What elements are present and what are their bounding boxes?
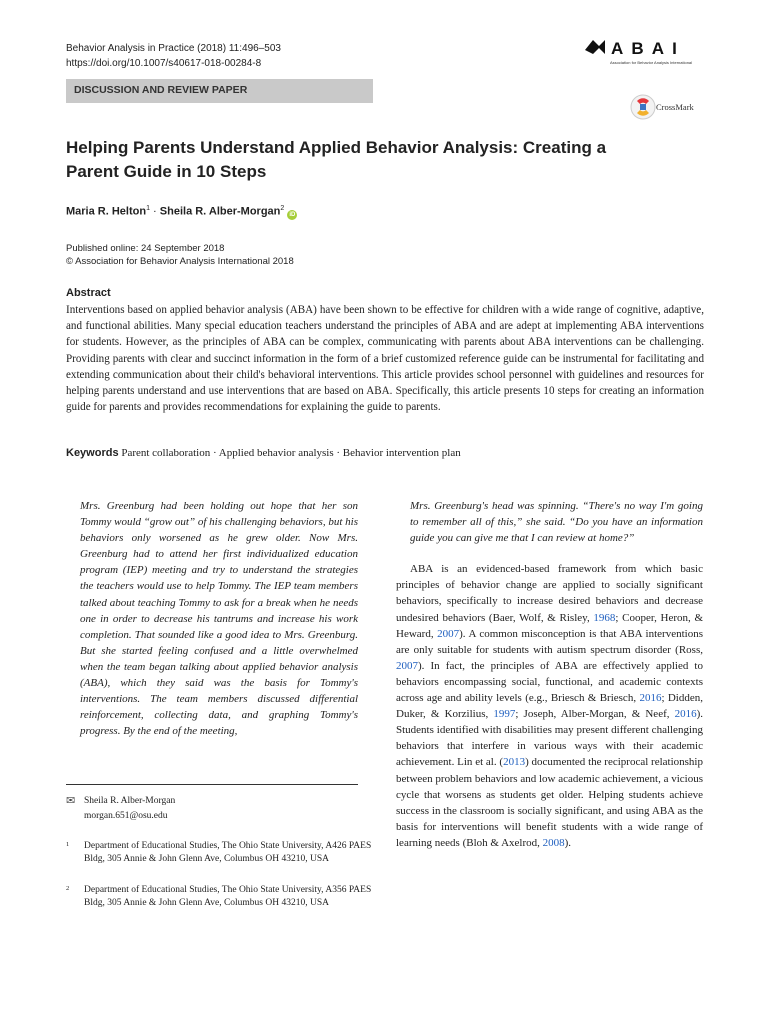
body-text: ). Students identified with disabilities may present different challenging behaviors that interfere in various ways with their academic achievement. Lin et al. (: [396, 708, 704, 769]
paper-type-banner: [66, 79, 373, 103]
logo-text: A B A I: [611, 39, 679, 58]
footnote-divider: [66, 784, 358, 785]
opening-vignette: Mrs. Greenburg had been holding out hope that her son Tommy would “grow out” of his challenging behaviors, but his behaviors only worsened as he grew older. Now Mrs. Greenburg had to attend her first individualized education program (IEP) meeting and try to understand the strategies the teachers would use to help Tommy. The IEP team members talked about teaching Tommy to ask for a break when he needs one in order to decrease his tantrums and increase his work completion. That sounded like a good idea to Mrs. Greenburg. But she started feeling confused and a little overwhelmed when the team began talking about applied behavior analysis (ABA), which they said was the basis for Tommy's interventions. The team members discussed differential reinforcement, collecting data, and graphing Tommy's progress. By the end of the meeting,: [80, 500, 358, 738]
correspondence: [66, 795, 366, 823]
citation-link[interactable]: 2007: [396, 659, 418, 672]
orcid-icon[interactable]: iD: [289, 211, 296, 218]
body-text: ; Joseph, Alber-Morgan, & Neef,: [515, 708, 675, 721]
footnote-2-text: Department of Educational Studies, The Ohio State University, A356 PAES Bldg, 305 Annie & John Glenn Ave, Columbus OH 43210, USA: [84, 885, 372, 908]
citation-link[interactable]: 2007: [437, 627, 460, 640]
keywords-label: Keywords: [66, 447, 119, 459]
body-text: ; Didden, Duker, & Korzilius,: [396, 692, 703, 721]
body-text: ). In fact, the principles of ABA are effectively applied to behaviors encompassing social, functional, and academic contexts across age and ability levels (e.g., Briesch & Briesch,: [396, 659, 703, 705]
doi-link[interactable]: https://doi.org/10.1007/s40617-018-00284-8: [66, 58, 262, 69]
body-text: ).: [564, 836, 572, 849]
author-1-affil: 1: [146, 205, 150, 212]
abstract-heading: Abstract: [66, 287, 111, 299]
citation-link[interactable]: 2016: [674, 708, 697, 721]
citation-link[interactable]: 2008: [542, 836, 565, 849]
vignette-continuation: Mrs. Greenburg's head was spinning. “There's no way I'm going to remember all of this,” she said. “Do you have an information guide you can give me that I can review at home?”: [410, 500, 703, 545]
citation-link[interactable]: 2013: [503, 756, 526, 769]
publication-info: [66, 242, 294, 268]
body-paragraph: [396, 561, 703, 851]
author-1[interactable]: Maria R. Helton: [66, 205, 147, 218]
footnote-1-number: 1: [66, 841, 70, 848]
envelope-icon: ✉: [66, 795, 76, 807]
keywords-list: Parent collaboration · Applied behavior analysis · Behavior intervention plan: [121, 447, 461, 459]
crossmark-label: CrossMark: [656, 102, 694, 112]
body-text: ABA is an evidenced-based framework from which basic principles of behavior change are applied to socially significant behaviors, specifically to increase desired behaviors and decrease undesired behaviors (Baer, Wolf, & Risley,: [396, 563, 703, 624]
body-text: ; Cooper, Heron, & Heward,: [396, 611, 704, 640]
copyright: © Association for Behavior Analysis International 2018: [66, 256, 294, 267]
author-2-affil: 2: [280, 205, 285, 212]
footnote-1-text: Department of Educational Studies, The Ohio State University, A426 PAES Bldg, 305 Annie & John Glenn Ave, Columbus OH 43210, USA: [84, 841, 372, 864]
citation-link[interactable]: 1968: [593, 611, 616, 624]
journal-citation: Behavior Analysis in Practice (2018) 11:496–503: [66, 43, 281, 54]
author-list: [66, 205, 297, 220]
right-column: [396, 498, 703, 851]
abstract-text: Interventions based on applied behavior analysis (ABA) have been shown to be effective for children with a wide range of cognitive, adaptive, and functional abilities. Many special education teachers understand the principles of ABA and are adept at implementing ABA interventions for students. However, as the principles of ABA can be complex, communicating with parents about ABA interventions can be challenging. Providing parents with clear and succinct information in the form of a brief customized reference guide can be instrumental for facilitating and extending communication about their child's behavioral interventions. This article provides school personnel with guidelines and resources for helping parents understand and use interventions that are based on ABA. Specifically, this article presents 10 steps for creating an information guide for parents and provides recommendations for explaining the guide to parents.: [66, 304, 704, 414]
author-2[interactable]: Sheila R. Alber-Morgan: [159, 205, 281, 218]
body-text: ) documented the reciprocal relationship between problem behaviors and low academic achievement, a vicious cycle that worsens as students get older. Helping students achieve success in the classroom is socially significant, and using ABA as the basis for interventions will benefit students with a wide range of learning needs (Bloh & Axelrod,: [396, 756, 703, 849]
corresponding-email[interactable]: morgan.651@osu.edu: [84, 810, 168, 821]
author-separator: ·: [153, 205, 157, 218]
body-text: ). A common misconception is that ABA interventions are only suitable for students with autism spectrum disorder (Ross,: [396, 627, 703, 656]
corresponding-author: Sheila R. Alber-Morgan: [84, 796, 176, 806]
journal-header: [66, 41, 281, 71]
footnote-2-number: 2: [66, 885, 70, 892]
logo-tagline: Association for Behavior Analysis International: [610, 60, 693, 65]
paper-type-label: DISCUSSION AND REVIEW PAPER: [74, 84, 248, 96]
published-date: Published online: 24 September 2018: [66, 243, 225, 254]
citation-link[interactable]: 2016: [639, 692, 662, 705]
paper-title: Helping Parents Understand Applied Behavior Analysis: Creating a Parent Guide in 10 Steps: [66, 138, 607, 181]
keywords: [66, 447, 461, 459]
citation-link[interactable]: 1997: [493, 708, 516, 721]
